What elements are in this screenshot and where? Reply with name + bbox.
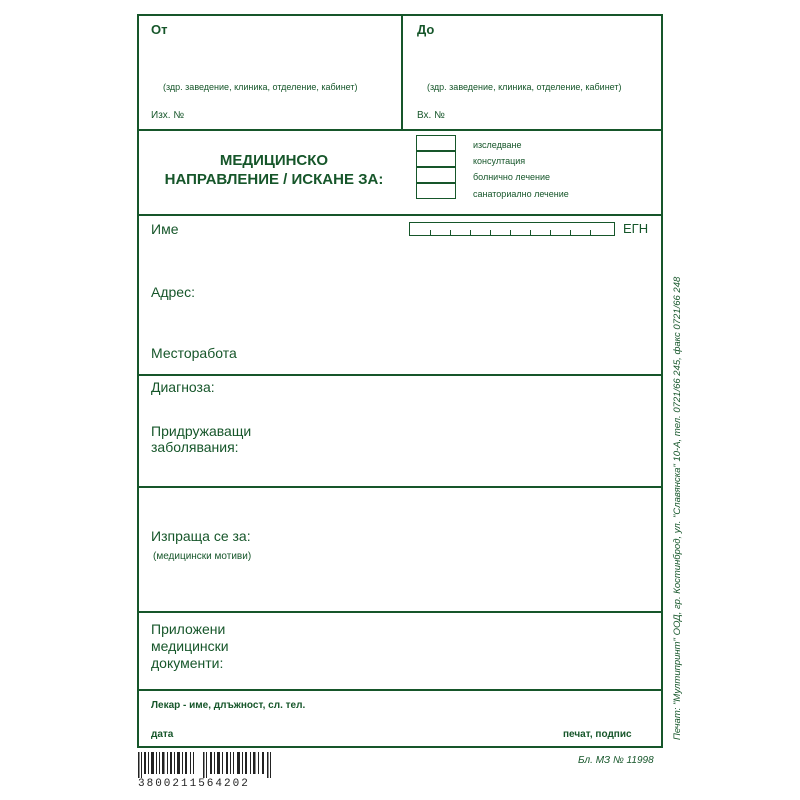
egn-tick (470, 230, 471, 235)
from-hint: (здр. заведение, клиника, отделение, кабинет) (163, 82, 358, 92)
printer-imprint: Печат: "Мултипринт" ООД, гр. Костинброд, ул. "Славянска" 10-А, тел. 0721/66 245, факс 0721/66 248 (672, 276, 683, 740)
doctor-section (139, 691, 661, 748)
outgoing-number-label: Изх. № (151, 110, 185, 121)
stamp-signature-label: печат, подпис (563, 729, 632, 740)
option-consultation: консултация (473, 156, 526, 166)
header-divider (401, 16, 403, 131)
from-label: От (151, 22, 168, 37)
checkbox-sanatorium-treatment[interactable] (416, 183, 456, 199)
medical-motives-hint: (медицински мотиви) (153, 551, 252, 562)
egn-tick (450, 230, 451, 235)
egn-tick (510, 230, 511, 235)
form-title (149, 151, 399, 189)
egn-tick (590, 230, 591, 235)
option-sanatorium-treatment: санаториално лечение (473, 189, 569, 199)
address-label: Адрес: (151, 284, 195, 300)
header-section (139, 16, 661, 131)
documents-line3: документи: (151, 655, 224, 671)
sent-for-label: Изпраща се за: (151, 528, 251, 544)
name-label: Име (151, 221, 179, 237)
checkbox-examination[interactable] (416, 135, 456, 151)
workplace-label: Месторабота (151, 345, 237, 361)
egn-input[interactable] (409, 222, 615, 236)
egn-tick (550, 230, 551, 235)
documents-section (139, 613, 661, 691)
barcode (138, 752, 272, 778)
referral-section (139, 488, 661, 613)
egn-tick (530, 230, 531, 235)
incoming-number-label: Вх. № (417, 110, 445, 121)
form-title-line2: НАПРАВЛЕНИЕ / ИСКАНЕ ЗА: (164, 171, 384, 188)
checkbox-hospital-treatment[interactable] (416, 167, 456, 183)
option-hospital-treatment: болнично лечение (473, 172, 551, 182)
title-section (139, 131, 661, 216)
date-label: дата (151, 729, 174, 740)
diagnosis-section (139, 376, 661, 488)
egn-tick (430, 230, 431, 235)
documents-line2: медицински (151, 638, 229, 654)
diagnosis-label: Диагноза: (151, 379, 215, 395)
referral-form (137, 14, 663, 748)
to-hint: (здр. заведение, клиника, отделение, кабинет) (427, 82, 622, 92)
checkbox-consultation[interactable] (416, 151, 456, 167)
to-label: До (417, 22, 435, 37)
doctor-label: Лекар - име, длъжност, сл. тел. (151, 700, 306, 711)
form-title-line1: МЕДИЦИНСКО (219, 152, 329, 169)
documents-line1: Приложени (151, 621, 226, 637)
egn-label: ЕГН (623, 221, 649, 236)
accompanying-diseases-line2: заболявания: (151, 439, 239, 455)
egn-tick (490, 230, 491, 235)
accompanying-diseases-line1: Придружаващи (151, 423, 252, 439)
patient-section (139, 216, 661, 376)
egn-tick (570, 230, 571, 235)
barcode-digits: 3800211564202 (138, 778, 250, 790)
form-number: Бл. МЗ № 11998 (578, 755, 654, 766)
option-examination: изследване (473, 140, 522, 150)
